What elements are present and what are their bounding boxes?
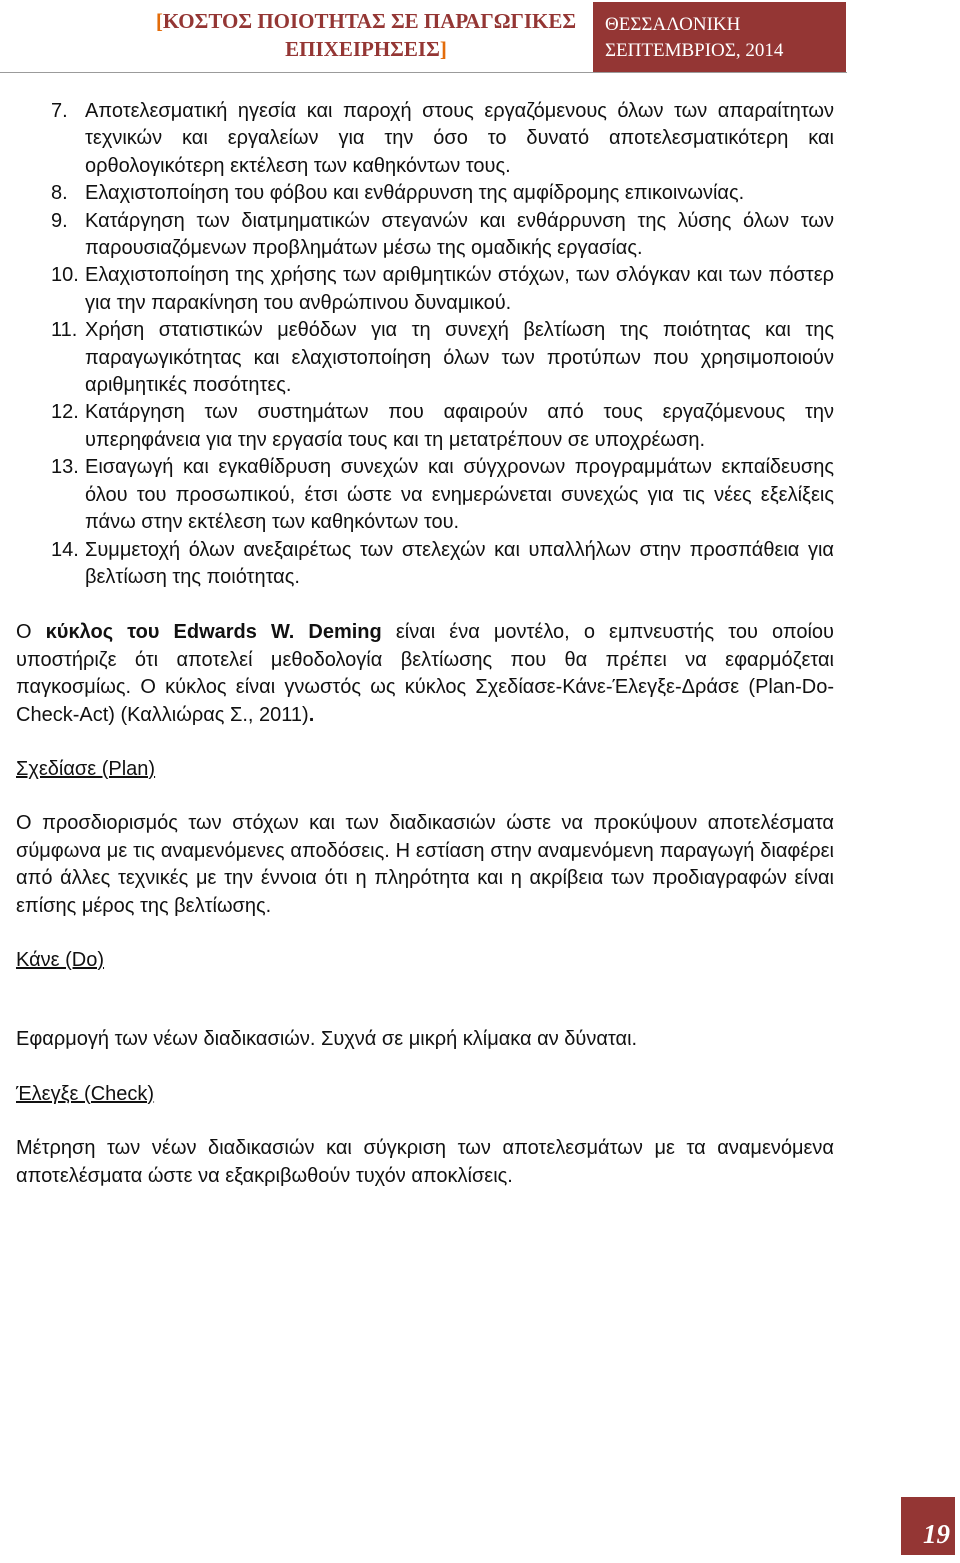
title-bracket-close: ] — [439, 37, 447, 61]
list-item — [16, 180, 834, 207]
header-location-box — [593, 2, 846, 72]
intro-prefix: Ο — [16, 621, 46, 644]
header-divider — [0, 72, 847, 73]
list-number: 7. — [51, 100, 68, 122]
list-item — [16, 537, 834, 592]
list-number: 13. — [51, 456, 79, 479]
list-number: 12. — [51, 401, 79, 424]
document-title — [146, 7, 586, 63]
list-text: Ελαχιστοποίηση του φόβου και ενθάρρυνση της αμφίδρομης επικοινωνίας. — [85, 182, 745, 205]
list-text: Ελαχιστοποίηση της χρήσης των αριθμητικών στόχων, των σλόγκαν και των πόστερ για την παρακίνηση του ανθρώπινου δυναμικού. — [85, 264, 834, 314]
list-item — [16, 262, 834, 317]
list-number: 9. — [51, 209, 68, 232]
deming-intro-paragraph — [16, 619, 834, 729]
principles-list — [16, 98, 834, 591]
title-text: ΚΟΣΤΟΣ ΠΟΙΟΤΗΤΑΣ ΣΕ ΠΑΡΑΓΩΓΙΚΕΣ ΕΠΙΧΕΙΡΗΣΕΙΣ — [162, 9, 577, 61]
intro-end: . — [308, 703, 315, 726]
page-header — [0, 0, 960, 76]
list-text: Συμμετοχή όλων ανεξαιρέτως των στελεχών και υπαλλήλων στην προσπάθεια για βελτίωση της ποιότητας. — [85, 538, 834, 588]
header-date: ΣΕΠΤΕΜΒΡΙΟΣ, 2014 — [605, 40, 784, 61]
list-text: Αποτελεσματική ηγεσία και παροχή στους εργαζόμενους όλων των απαραίτητων τεχνικών και εργαλείων για την όσο το δυνατό αποτελεσματικότερη και ορθολογικότερη εκτέλεση των καθηκόντων τους. — [85, 100, 834, 177]
list-item — [16, 208, 834, 263]
list-text: Κατάργηση των συστημάτων που αφαιρούν από τους εργαζόμενους την υπερηφάνεια για την εργασία τους και τη μετατρέπουν σε υποχρέωση. — [85, 401, 834, 451]
list-item — [16, 317, 834, 399]
list-text: Χρήση στατιστικών μεθόδων για τη συνεχή βελτίωση της ποιότητας και της παραγωγικότητας και ελαχιστοποίηση όλων των προτύπων που χρησιμοποιούν αριθμητικές ποσότητες. — [85, 319, 834, 397]
page-content — [16, 98, 834, 1190]
header-city: ΘΕΣΣΑΛΟΝΙΚΗ — [605, 14, 741, 35]
list-item — [16, 454, 834, 536]
list-number: 8. — [51, 182, 68, 205]
list-item — [16, 399, 834, 454]
list-number: 10. — [51, 264, 79, 287]
section-heading-check: Έλεγξε (Check) — [16, 1082, 155, 1105]
page-number: 19 — [901, 1497, 955, 1555]
section-heading-plan: Σχεδίασε (Plan) — [16, 757, 156, 780]
list-text: Κατάργηση των διατμηματικών στεγανών και ενθάρρυνση της λύσης όλων των παρουσιαζόμενων προβλημάτων μέσω της ομαδικής εργασίας. — [85, 209, 834, 260]
section-heading-do: Κάνε (Do) — [16, 948, 105, 971]
intro-text: είναι ένα μοντέλο, ο εμπνευστής του οποίου υποστήριζε ότι αποτελεί μεθοδολογία βελτίωσης που θα πρέπει να εφαρμόζεται παγκοσμίως. Ο κύκλος είναι γνωστός ως κύκλος Σχεδίασε-Κάνε-Έλεγξε-Δράσε (Plan-Do-Check-Act) (Καλλιώρας Σ., 2011) — [16, 621, 834, 726]
list-number: 11. — [51, 319, 78, 342]
list-item — [16, 98, 834, 180]
list-text: Εισαγωγή και εγκαθίδρυση συνεχών και σύγχρονων προγραμμάτων εκπαίδευσης όλου του προσωπικού, έτσι ώστε να ενημερώνεται συνεχώς για τις νέες εξελίξεις πάνω στην εκτέλεση των καθηκόντων του. — [85, 456, 834, 534]
list-number: 14. — [51, 538, 79, 561]
intro-bold-term: κύκλος του Edwards W. Deming — [45, 621, 382, 644]
section-body-check: Μέτρηση των νέων διαδικασιών και σύγκριση των αποτελεσμάτων με τα αναμενόμενα αποτελέσματα ώστε να εξακριβωθούν τυχόν αποκλίσεις. — [16, 1137, 834, 1187]
section-body-plan: Ο προσδιορισμός των στόχων και των διαδικασιών ώστε να προκύψουν αποτελέσματα σύμφωνα με τις αναμενόμενες αποδόσεις. Η εστίαση στην αναμενόμενη παραγωγή διαφέρει από άλλες τεχνικές με την έννοια ότι η πληρότητα και η ακρίβεια των προδιαγραφών είναι επίσης μέρος της βελτίωσης. — [16, 812, 834, 917]
section-body-do: Εφαρμογή των νέων διαδικασιών. Συχνά σε μικρή κλίμακα αν δύναται. — [16, 1028, 638, 1051]
title-bracket-open: [ — [155, 9, 163, 33]
